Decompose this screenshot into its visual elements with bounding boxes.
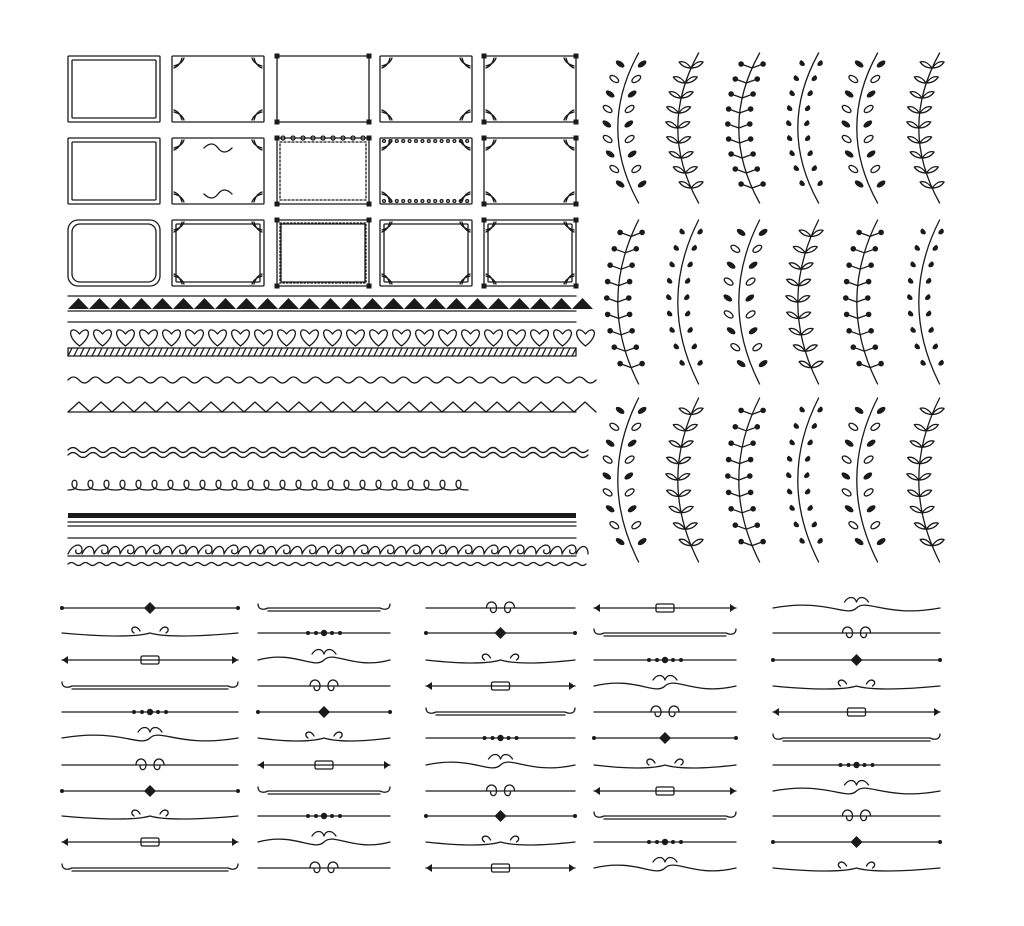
frames-grid xyxy=(68,54,579,289)
laurel-16 xyxy=(786,398,823,562)
divider-20 xyxy=(258,813,390,819)
divider-22 xyxy=(258,862,390,873)
divider-42 xyxy=(594,812,736,819)
divider-32 xyxy=(426,836,575,845)
divider-27 xyxy=(426,708,575,715)
divider-5 xyxy=(62,709,238,715)
divider-29 xyxy=(426,755,575,768)
divider-38 xyxy=(594,706,736,717)
divider-25 xyxy=(426,654,575,663)
divider-48 xyxy=(773,680,940,689)
divider-45 xyxy=(773,598,940,611)
border-scroll xyxy=(68,538,588,566)
divider-6 xyxy=(62,728,238,741)
laurel-1 xyxy=(601,53,647,203)
laurel-15 xyxy=(725,398,766,562)
divider-46 xyxy=(773,627,940,638)
divider-55 xyxy=(773,862,940,871)
laurel-9 xyxy=(722,220,768,384)
frame-15 xyxy=(482,218,579,289)
divider-39 xyxy=(592,732,738,744)
divider-10 xyxy=(62,838,238,846)
laurel-8 xyxy=(666,220,703,384)
laurel-13 xyxy=(601,398,647,562)
frame-5 xyxy=(482,54,579,125)
divider-17 xyxy=(258,732,390,741)
divider-11 xyxy=(62,864,238,871)
laurel-4 xyxy=(786,53,823,203)
border-waves xyxy=(68,377,596,383)
divider-52 xyxy=(773,781,940,794)
laurel-14 xyxy=(666,398,703,562)
laurel-5 xyxy=(840,53,886,203)
divider-41 xyxy=(594,787,736,795)
border-hearts xyxy=(68,322,594,346)
divider-49 xyxy=(773,708,940,716)
divider-44 xyxy=(594,858,736,871)
divider-40 xyxy=(594,759,736,768)
frame-14 xyxy=(380,220,472,286)
laurel-17 xyxy=(840,398,886,562)
frame-13 xyxy=(275,218,372,289)
divider-30 xyxy=(426,785,575,796)
divider-8 xyxy=(60,785,240,797)
frame-10 xyxy=(482,136,579,207)
frame-9 xyxy=(380,138,472,204)
laurel-3 xyxy=(725,53,766,203)
divider-35 xyxy=(594,629,736,636)
frame-1 xyxy=(68,56,160,122)
divider-33 xyxy=(426,864,575,872)
laurels-grid xyxy=(601,53,944,562)
laurel-18 xyxy=(907,398,944,562)
divider-37 xyxy=(594,676,736,689)
frame-6 xyxy=(68,138,160,204)
laurel-12 xyxy=(907,220,944,384)
divider-23 xyxy=(426,602,575,613)
divider-3 xyxy=(62,656,238,664)
divider-50 xyxy=(773,734,940,741)
divider-34 xyxy=(594,604,736,612)
divider-28 xyxy=(426,735,575,741)
divider-47 xyxy=(771,654,942,666)
dividers-grid xyxy=(60,598,942,873)
divider-53 xyxy=(773,810,940,821)
border-rope xyxy=(68,348,576,356)
divider-12 xyxy=(258,604,390,611)
laurel-10 xyxy=(786,220,823,384)
border-triangles xyxy=(68,296,593,311)
border-loops xyxy=(68,480,468,490)
frame-12 xyxy=(172,220,264,286)
divider-14 xyxy=(258,650,390,663)
divider-2 xyxy=(62,627,238,636)
frame-2 xyxy=(172,56,264,122)
laurel-2 xyxy=(666,53,703,203)
laurel-11 xyxy=(843,220,884,384)
divider-31 xyxy=(424,810,577,822)
frame-11 xyxy=(68,220,160,286)
frame-7 xyxy=(172,138,264,204)
laurel-7 xyxy=(604,220,645,384)
divider-36 xyxy=(594,657,736,663)
borders-stack xyxy=(68,296,596,566)
frame-8 xyxy=(275,136,372,207)
divider-24 xyxy=(424,627,577,639)
divider-19 xyxy=(258,787,390,794)
frame-4 xyxy=(380,56,472,122)
divider-16 xyxy=(256,706,392,718)
laurel-6 xyxy=(907,53,944,203)
divider-9 xyxy=(62,810,238,819)
divider-15 xyxy=(258,680,390,691)
divider-21 xyxy=(258,832,390,845)
divider-43 xyxy=(594,839,736,845)
divider-1 xyxy=(60,602,240,614)
divider-54 xyxy=(771,836,942,848)
divider-7 xyxy=(62,759,238,770)
divider-51 xyxy=(773,762,940,768)
frame-3 xyxy=(275,54,372,125)
border-double-waves xyxy=(68,448,588,458)
border-zigzag xyxy=(68,402,596,412)
divider-4 xyxy=(62,682,238,689)
divider-18 xyxy=(258,761,390,769)
border-double-rule xyxy=(68,513,576,526)
divider-26 xyxy=(426,682,575,690)
divider-13 xyxy=(258,630,390,636)
